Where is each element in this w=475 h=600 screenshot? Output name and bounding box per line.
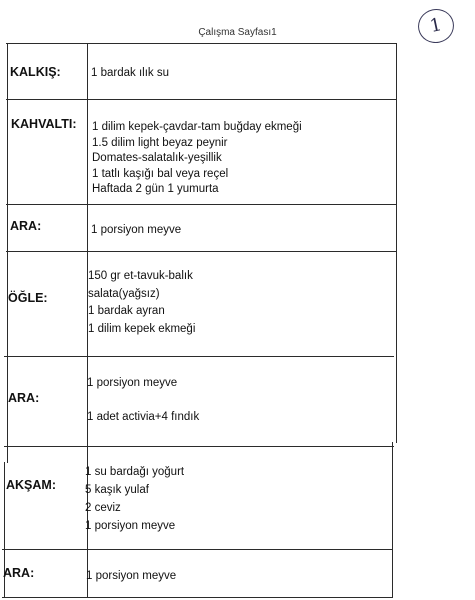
table-rule — [396, 43, 397, 443]
table-rule — [6, 43, 396, 44]
table-rule — [2, 549, 392, 550]
meal-item: 1 adet activia+4 fındık — [87, 411, 200, 423]
table-rule — [6, 204, 396, 205]
meal-label-ara-3: ARA: — [3, 566, 35, 580]
meal-label-aksam: AKŞAM: — [6, 478, 56, 492]
meal-items-kahvalti — [92, 120, 302, 198]
meal-item: 1 porsiyon meyve — [91, 224, 182, 236]
meal-item: 1 bardak ayran — [88, 305, 165, 317]
meal-item: 1 su bardağı yoğurt — [85, 466, 185, 478]
page-title: Çalışma Sayfası1 — [198, 27, 277, 38]
table-rule — [4, 356, 394, 357]
meal-items-ara-2 — [87, 376, 199, 424]
meal-label-kalkis: KALKIŞ: — [10, 65, 61, 79]
table-rule — [392, 442, 393, 598]
meal-label-ara-2: ARA: — [8, 391, 40, 405]
table-rule — [6, 251, 396, 252]
meal-item: 1 porsiyon meyve — [86, 570, 177, 582]
meal-item: 1 tatlı kaşığı bal veya reçel — [92, 167, 229, 180]
meal-label-ara-1: ARA: — [10, 219, 42, 233]
meal-items-aksam — [85, 463, 184, 535]
meal-item: 5 kaşık yulaf — [85, 484, 149, 496]
meal-items-ara-1 — [91, 223, 181, 237]
meal-item: 1 porsiyon meyve — [85, 520, 176, 532]
meal-item: salata(yağsız) — [88, 287, 160, 300]
table-rule — [2, 597, 392, 598]
meal-item: 2 ceviz — [85, 502, 121, 514]
table-rule — [6, 99, 396, 100]
meal-label-kahvalti: KAHVALTI: — [11, 117, 77, 131]
meal-item: Domates-salatalık-yeşillik — [92, 152, 222, 164]
meal-label-ogle: ÖĞLE: — [8, 291, 48, 305]
meal-item: 1.5 dilim light beyaz peynir — [92, 136, 228, 149]
meal-item: 1 dilim kepek ekmeği — [88, 322, 196, 335]
table-rule — [4, 446, 394, 447]
page-number-mark: 1 — [415, 6, 457, 47]
meal-item: 1 bardak ılık su — [91, 67, 169, 79]
meal-item: 1 dilim kepek-çavdar-tam buğday ekmeği — [92, 121, 302, 133]
meal-item: 150 gr et-tavuk-balık — [88, 270, 193, 282]
meal-item: Haftada 2 gün 1 yumurta — [92, 183, 219, 195]
meal-items-ara-3 — [86, 569, 176, 583]
meal-item: 1 porsiyon meyve — [87, 377, 178, 389]
meal-items-kalkis — [91, 66, 169, 80]
meal-items-ogle — [88, 268, 195, 338]
